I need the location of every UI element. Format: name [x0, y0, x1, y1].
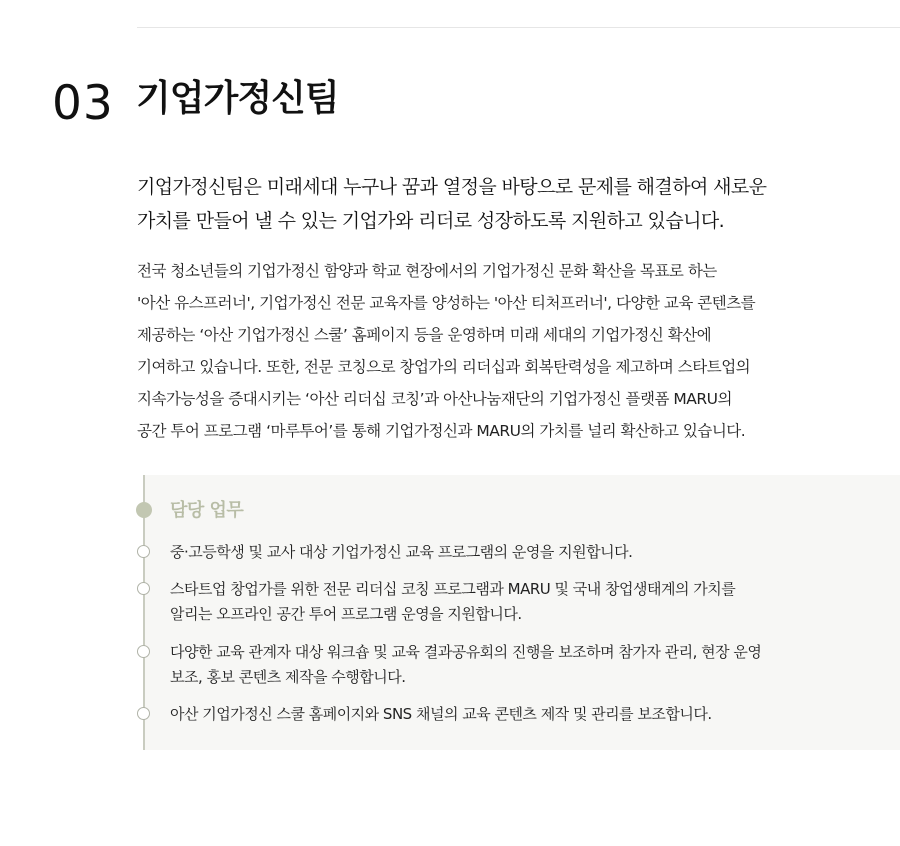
description-line: 전국 청소년들의 기업가정신 함양과 학교 현장에서의 기업가정신 문화 확산을 목표로 하는	[137, 262, 717, 280]
description-line: 지속가능성을 증대시키는 ‘아산 리더십 코칭’과 아산나눔재단의 기업가정신 플랫폼 MARU의	[137, 390, 732, 408]
duty-item-line: 아산 기업가정신 스쿨 홈페이지와 SNS 채널의 교육 콘텐츠 제작 및 관리를 보조합니다.	[170, 705, 712, 723]
description-line: 기여하고 있습니다. 또한, 전문 코칭으로 창업가의 리더십과 회복탄력성을 제고하며 스타트업의	[137, 358, 751, 376]
timeline-dot-icon	[137, 582, 150, 595]
duty-item-line: 알리는 오프라인 공간 투어 프로그램 운영을 지원합니다.	[170, 605, 522, 623]
lead-line: 가치를 만들어 낼 수 있는 기업가와 리더로 성장하도록 지원하고 있습니다.	[137, 210, 725, 232]
timeline-dot-icon	[137, 707, 150, 720]
timeline-dot-icon	[137, 645, 150, 658]
lead-line: 기업가정신팀은 미래세대 누구나 꿈과 열정을 바탕으로 문제를 해결하여 새로운	[137, 176, 767, 198]
duty-item-line: 보조, 홍보 콘텐츠 제작을 수행합니다.	[170, 668, 406, 686]
duty-item	[170, 640, 810, 690]
timeline-heading-dot-icon	[136, 502, 152, 518]
section-number: 03	[52, 76, 114, 131]
duty-item-line: 다양한 교육 관계자 대상 워크숍 및 교육 결과공유회의 진행을 보조하며 참가자 관리, 현장 운영	[170, 643, 762, 661]
duty-item	[170, 577, 810, 627]
description-paragraph	[137, 255, 837, 447]
section-title: 기업가정신팀	[136, 78, 339, 119]
duties-heading: 담당 업무	[170, 500, 244, 521]
top-divider	[137, 27, 900, 28]
description-line: '아산 유스프러너', 기업가정신 전문 교육자를 양성하는 '아산 티처프러너', 다양한 교육 콘텐츠를	[137, 294, 756, 312]
description-line: 공간 투어 프로그램 ‘마루투어’를 통해 기업가정신과 MARU의 가치를 널리 확산하고 있습니다.	[137, 422, 746, 440]
lead-paragraph	[137, 170, 837, 238]
duty-item-line: 중·고등학생 및 교사 대상 기업가정신 교육 프로그램의 운영을 지원합니다.	[170, 543, 633, 561]
timeline-dot-icon	[137, 545, 150, 558]
duty-item-line: 스타트업 창업가를 위한 전문 리더십 코칭 프로그램과 MARU 및 국내 창업생태계의 가치를	[170, 580, 736, 598]
duty-item	[170, 540, 810, 565]
duty-item	[170, 702, 810, 727]
description-line: 제공하는 ‘아산 기업가정신 스쿨’ 홈페이지 등을 운영하며 미래 세대의 기업가정신 확산에	[137, 326, 712, 344]
